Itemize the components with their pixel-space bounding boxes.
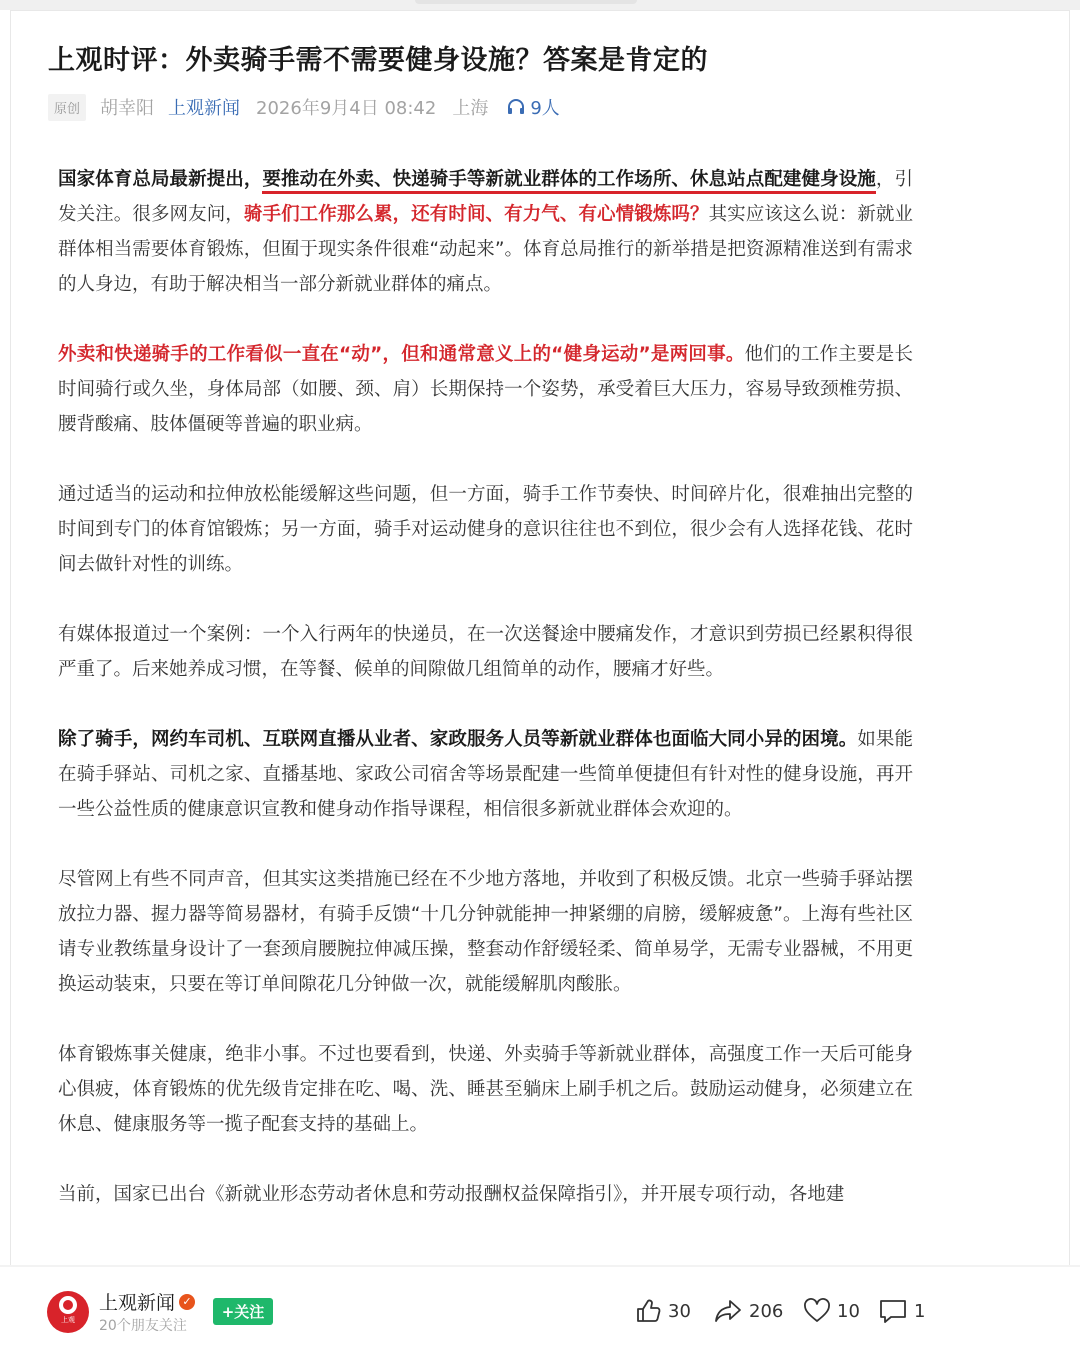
p5-text: 如果能在骑手驿站、司机之家、直播基地、家政公司宿舍等场景配建一些简单便捷但有针对性的健身设施，再开一些公益性质的健康意识宣教和健身动作指导课程，相信很多新就业群体会欢迎的。: [58, 729, 913, 820]
favorite-button[interactable]: [803, 1296, 860, 1326]
heart-icon: [803, 1298, 831, 1324]
verified-badge-icon: ✓: [179, 1294, 195, 1310]
thumbs-up-icon: [634, 1297, 662, 1325]
p5-bold-lead: 除了骑手，网约车司机、互联网直播从业者、家政服务人员等新就业群体也面临大同小异的困境。: [58, 729, 858, 750]
account-name: 上观新闻: [99, 1292, 176, 1314]
article-meta: [48, 92, 560, 122]
p1-text: ，引发关注。很多网友问，: [58, 169, 913, 225]
listener-count: 9人: [530, 98, 560, 119]
listen-button[interactable]: [506, 94, 559, 120]
account-avatar[interactable]: [47, 1291, 89, 1333]
publish-location: 上海: [452, 98, 489, 119]
friends-following: 20个朋友关注: [99, 1318, 187, 1334]
follow-label: 关注: [234, 1303, 265, 1321]
p1-text-rest: 其实应该这么说：新就业群体相当需要体育锻炼，但囿于现实条件很难“动起来”。体育总局推行的新举措是把资源精准送到有需求的人身边，有助于解决相当一部分新就业群体的痛点。: [58, 204, 913, 295]
plus-icon: +: [221, 1302, 235, 1321]
like-count: 30: [668, 1300, 691, 1322]
comment-bubble-icon: [878, 1297, 908, 1325]
paragraph-3: 通过适当的运动和拉伸放松能缓解这些问题，但一方面，骑手工作节奏快、时间碎片化，很难抽出完整的时间到专门的体育馆锻炼；另一方面，骑手对运动健身的意识往往也不到位，很少会有人选择花钱、花时间去做针对性的训练。: [58, 484, 913, 575]
logo-ring-icon: [59, 1296, 77, 1314]
comment-button[interactable]: [878, 1296, 925, 1326]
p2-text: 他们的工作主要是长时间骑行或久坐，身体局部（如腰、颈、肩）长期保持一个姿势，承受着巨大压力，容易导致颈椎劳损、腰背酸痛、肢体僵硬等普遍的职业病。: [58, 344, 913, 435]
share-button[interactable]: [713, 1296, 783, 1326]
source-link[interactable]: 上观新闻: [168, 98, 241, 119]
p1-red-question: 骑手们工作那么累，还有时间、有力气、有心情锻炼吗？: [243, 204, 709, 225]
publish-date: 2026年9月4日 08:42: [256, 98, 437, 119]
share-arrow-icon: [713, 1297, 743, 1325]
account-name-row[interactable]: [99, 1288, 195, 1315]
paragraph-6: 尽管网上有些不同声音，但其实这类措施已经在不少地方落地，并收到了积极反馈。北京一些骑手驿站摆放拉力器、握力器等简易器材，有骑手反馈“十几分钟就能抻一抻紧绷的肩膀，缓解疲惫”。上海有些社区请专业教练量身设计了一套颈肩腰腕拉伸减压操，整套动作舒缓轻柔、简单易学，无需专业器械，不用更换运动装束，只要在等订单间隙花几分钟做一次，就能缓解肌肉酸胀。: [58, 869, 913, 995]
favorite-count: 10: [837, 1300, 860, 1322]
like-button[interactable]: [634, 1296, 691, 1326]
original-tag: 原创: [48, 94, 86, 121]
top-tab-indicator: [415, 0, 637, 4]
paragraph-7: 体育锻炼事关健康，绝非小事。不过也要看到，快递、外卖骑手等新就业群体，高强度工作一天后可能身心俱疲，体育锻炼的优先级肯定排在吃、喝、洗、睡甚至躺床上刷手机之后。鼓励运动健身，必须建立在休息、健康服务等一揽子配套支持的基础上。: [58, 1044, 913, 1135]
author-name[interactable]: 胡幸阳: [100, 98, 155, 119]
paragraph-8: 当前，国家已出台《新就业形态劳动者休息和劳动报酬权益保障指引》，并开展专项行动，各地建: [58, 1184, 845, 1205]
p2-red-lead: 外卖和快递骑手的工作看似一直在“动”，但和通常意义上的“健身运动”是两回事。: [58, 344, 745, 365]
p1-bold-lead: 国家体育总局最新提出，: [58, 169, 263, 190]
avatar-text: 上观: [61, 1315, 75, 1324]
top-strip: [0, 0, 1080, 10]
comment-count: 1: [914, 1300, 926, 1322]
article-title: 上观时评：外卖骑手需不需要健身设施？答案是肯定的: [48, 45, 708, 76]
article-body: [58, 162, 913, 1265]
p1-underlined-highlight: 要推动在外卖、快递骑手等新就业群体的工作场所、休息站点配建健身设施: [262, 169, 875, 194]
follow-button[interactable]: [213, 1298, 273, 1325]
paragraph-4: 有媒体报道过一个案例：一个入行两年的快递员，在一次送餐途中腰痛发作，才意识到劳损已经累积得很严重了。后来她养成习惯，在等餐、候单的间隙做几组简单的动作，腰痛才好些。: [58, 624, 913, 680]
paragraph-5: [58, 722, 913, 827]
paragraph-1: [58, 162, 913, 302]
paragraph-2: [58, 337, 913, 442]
headphones-icon: [506, 98, 526, 116]
share-count: 206: [749, 1300, 784, 1322]
